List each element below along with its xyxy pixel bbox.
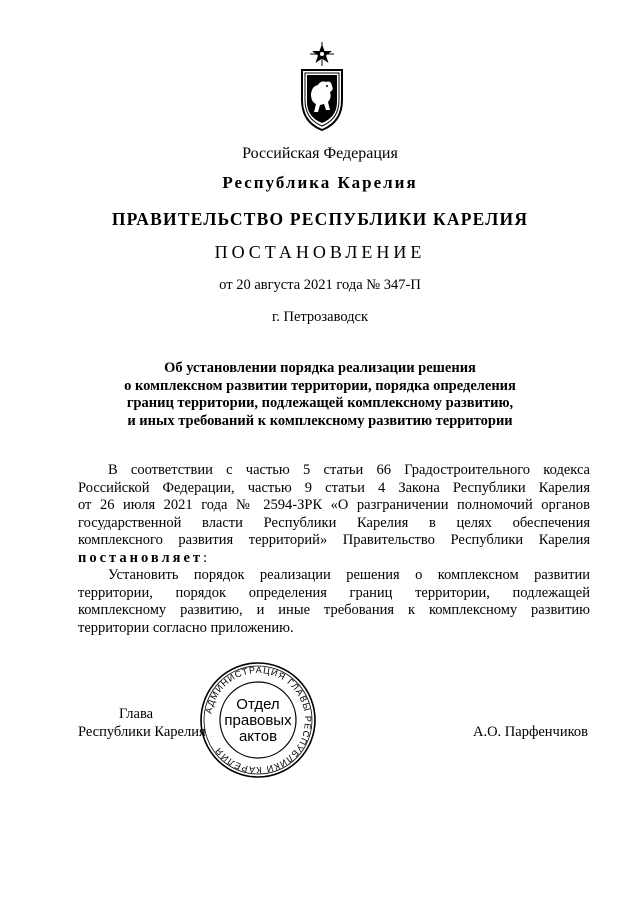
country-name: Российская Федерация: [242, 145, 398, 162]
title-line: границ территории, подлежащей комплексному развитию,: [126, 395, 514, 411]
body-line: Российской Федерации, частью 9 статьи 4 Закона Республики Карелия: [78, 479, 590, 496]
signatory-position-line: Глава: [119, 706, 154, 722]
body-line: территории согласно приложению.: [78, 619, 294, 636]
stamp-center-line: правовых: [224, 712, 292, 729]
body-line: В соответствии с частью 5 статьи 66 Градостроительного кодекса: [108, 462, 590, 478]
document-date-number: от 20 августа 2021 года № 347-П: [219, 277, 421, 293]
title-line: и иных требований к комплексному развитию территории: [127, 412, 513, 429]
stamp-center-line: Отдел: [236, 696, 280, 713]
title-line: Об установлении порядка реализации решения: [164, 360, 476, 376]
document-title: [0, 360, 640, 430]
body-line: комплексному развитию, и иные требования к комплексному развитию: [78, 602, 590, 618]
signatory-position: [78, 706, 206, 741]
government-name: ПРАВИТЕЛЬСТВО РЕСПУБЛИКИ КАРЕЛИЯ: [111, 209, 529, 229]
document-body: [78, 462, 590, 637]
decree-colon: :: [203, 549, 208, 566]
body-line: комплексного развития территорий» Правительство Республики Карелия: [78, 532, 590, 548]
body-line: Установить порядок реализации решения о комплексном развитии: [108, 567, 590, 583]
body-line: государственной власти Республики Карелия в целях обеспечения: [78, 514, 590, 531]
decree-word: постановляет: [78, 549, 204, 566]
document-city: г. Петрозаводск: [271, 309, 369, 325]
document-type: ПОСТАНОВЛЕНИЕ: [214, 242, 426, 262]
decree-line: [78, 550, 590, 568]
stamp-ring-text: АДМИНИСТРАЦИЯ ГЛАВЫ РЕСПУБЛИКИ КАРЕЛИЯ: [203, 664, 314, 776]
signatory-name: А.О. Парфенчиков: [472, 724, 588, 740]
body-line: территории, порядок определения границ территории, подлежащей: [78, 584, 590, 601]
official-stamp: [199, 661, 317, 779]
karelia-coat-of-arms-icon: [296, 42, 348, 132]
title-line: о комплексном развитии территории, порядка определения: [124, 377, 516, 394]
stamp-center-line: актов: [238, 728, 278, 745]
signatory-position-line: Республики Карелия: [78, 723, 206, 740]
body-line: от 26 июля 2021 года № 2594-ЗРК «О разграничении полномочий органов: [78, 497, 590, 513]
republic-name: Республика Карелия: [222, 173, 418, 192]
